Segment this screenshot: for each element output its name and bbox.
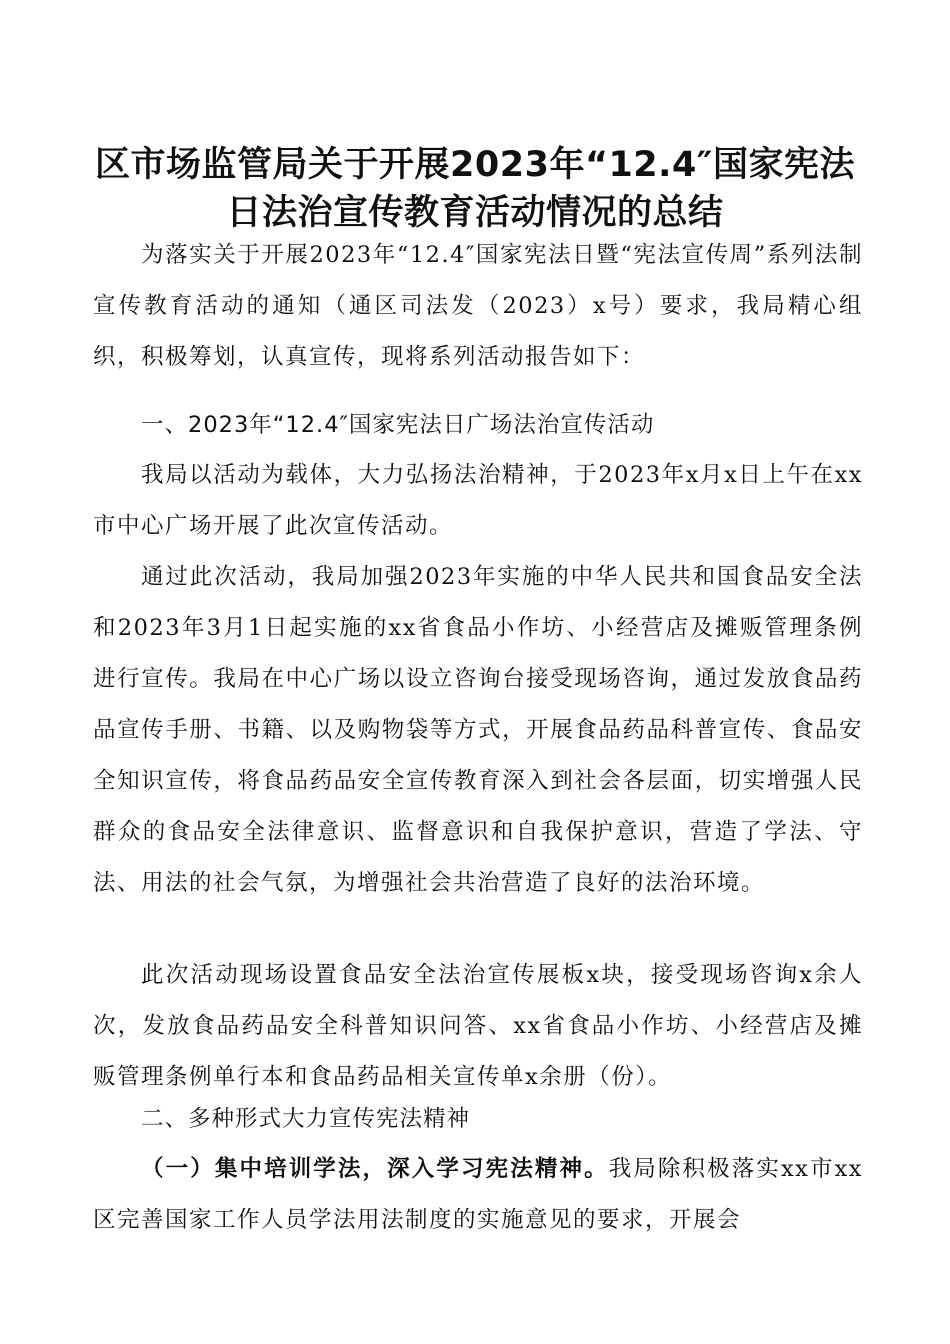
section-2-heading: 二、多种形式大力宣传宪法精神 (141, 1106, 471, 1132)
section-1-paragraph-3: 此次活动现场设置食品安全法治宣传展板x块，接受现场咨询x余人次，发放食品药品安全科普知识问答、xx省食品小作坊、小经营店及摊贩管理条例单行本和食品药品相关宣传单x余册（份）。 (93, 962, 863, 1090)
intro-paragraph: 为落实关于开展2023年“12.4″国家宪法日暨“宪法宣传周”系列法制宣传教育活动的通知（通区司法发（2023）x号）要求，我局精心组织，积极筹划，认真宣传，现将系列活动报告如下： (93, 242, 863, 370)
subsection-1-lead: （一）集中培训学法，深入学习宪法精神。 (141, 1156, 609, 1182)
section-1-heading: 一、2023年“12.4″国家宪法日广场法治宣传活动 (141, 412, 655, 438)
subsection-1-text: 我局除积极落实xx市xx区完善国家工作人员学法用法制度的实施意见的要求，开展会 (93, 1156, 863, 1233)
document-title-line-1: 区市场监管局关于开展2023年“12.4″国家宪法 (95, 145, 855, 185)
section-1-paragraph-1: 我局以活动为载体，大力弘扬法治精神，于2023年x月x日上午在xx市中心广场开展了此次宣传活动。 (93, 462, 863, 539)
section-1-paragraph-2: 通过此次活动，我局加强2023年实施的中华人民共和国食品安全法和2023年3月1日起实施的xx省食品小作坊、小经营店及摊贩管理条例进行宣传。我局在中心广场以设立咨询台接受现场咨询，通过发放食品药品宣传手册、书籍、以及购物袋等方式，开展食品药品科普宣传、食品安全知识宣传，将食品药品安全宣传教育深入到社会各层面，切实增强人民群众的食品安全法律意识、监督意识和自我保护意识，营造了学法、守法、用法的社会气氛，为增强社会共治营造了良好的法治环境。 (93, 564, 863, 896)
section-2-subsection-1 (93, 1144, 863, 1246)
document-title-line-2: 日法治宣传教育活动情况的总结 (226, 193, 724, 233)
